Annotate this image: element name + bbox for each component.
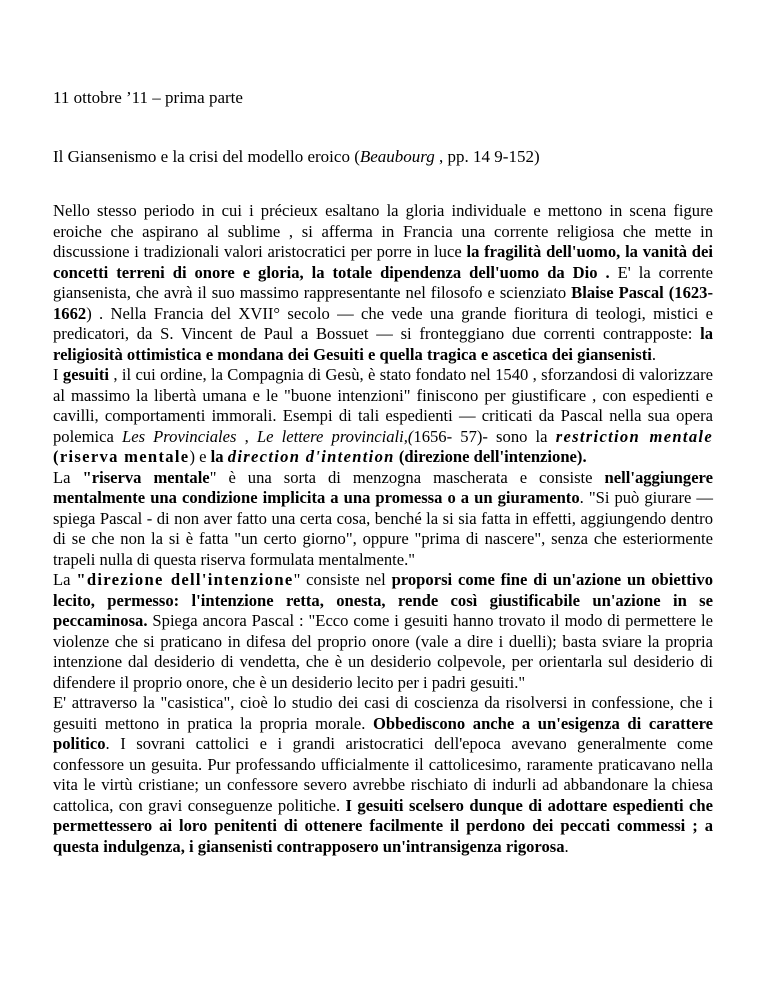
text-run: ) e xyxy=(189,447,211,466)
italic-run: Les Provinciales xyxy=(121,426,237,446)
text-run: . "Si può giurare — spiega Pascal - di non aver fatto una certa cosa, benché la si sia fatta in effetti, aggiungendo dentro di se che non la si è fatta "un certo giorno", oppure "prima di nascere", senza che esteriormente trapeli nulla di questa riserva formulata mentalmente." xyxy=(53,488,713,569)
subtitle-source-title: Beaubourg xyxy=(359,147,435,166)
bold-run: I gesuiti scelsero dunque di adottare espedienti che permettessero ai loro penitenti di ottenere facilmente il perdono dei peccati commessi ; a questa indulgenza, i giansenisti contrapposero un'intransigenza rigorosa xyxy=(53,795,714,856)
bold-run: la xyxy=(210,447,228,466)
text-run: " è una sorta di menzogna mascherata e consiste xyxy=(209,467,605,487)
paragraph-mental-reservation xyxy=(53,468,713,571)
text-run: 1656- 57)- sono la xyxy=(413,426,556,446)
bold-run: (riserva mentale xyxy=(53,447,190,466)
text-run: . xyxy=(651,344,657,364)
text-run: I xyxy=(53,365,63,384)
bold-run: la fragilità dell'uomo, la vanità dei concetti terreni di onore e gloria, la totale dipendenza dell'uomo da Dio . xyxy=(53,242,713,282)
text-run: " consiste nel xyxy=(293,570,392,589)
bold-run: nell'aggiungere mentalmente una condizione implicita a una promessa o a un giuramento xyxy=(53,467,713,507)
text-run: Spiega ancora Pascal : "Ecco come i gesuiti hanno trovato il modo di permettere le violenze che si praticano in difesa del proprio onore (vale a dire i duelli); basta sviare la propria intenzione dal desiderio di vendetta, che è un desiderio colpevole, per orientarla sul desiderio di difendere il proprio onore, che è un desiderio lecito per i padri gesuiti." xyxy=(53,611,713,692)
paragraph-casuistry xyxy=(53,693,713,857)
text-run: . xyxy=(564,836,569,856)
document-body xyxy=(53,201,713,857)
subtitle-text: Il Giansenismo e la crisi del modello eroico ( xyxy=(53,147,360,166)
bold-run: "riserva mentale xyxy=(82,467,210,487)
text-run: E' attraverso la "casistica", cioè lo studio dei casi di coscienza da risolversi in confessione, che i gesuiti mettono in pratica la propria morale. xyxy=(53,693,713,733)
text-run: E' la corrente giansenista, che avrà il suo massimo rappresentante nel filosofo e scienziato xyxy=(53,262,713,302)
text-run: . I sovrani cattolici e i grandi aristocratici dell'epoca avevano generalmente come confessore un gesuita. Pur professando ufficialmente il cattolicesimo, raramente praticavano nella vita le virtù cristiane; un confessore severo avrebbe rischiato di indurli ad abbandonare la chiesa cattolica, con gravi conseguenze politiche. xyxy=(53,734,713,815)
lecture-subtitle xyxy=(53,147,540,167)
bold-run: gesuiti xyxy=(62,365,109,384)
bold-run: Blaise Pascal (1623-1662 xyxy=(53,283,713,323)
paragraph-jesuits xyxy=(53,365,713,468)
header-text: 11 ottobre ’11 – prima parte xyxy=(53,88,243,107)
text-run: La xyxy=(53,467,83,487)
bold-run: proporsi come fine di un'azione un obiettivo lecito, permesso: l'intenzione retta, onesta, rende così giustificabile un'azione in se peccaminosa. xyxy=(53,570,714,630)
bold-run: Obbediscono anche a un'esigenza di carattere politico xyxy=(53,713,714,753)
bold-run: "direzione dell'intenzione xyxy=(76,570,294,589)
lecture-date-header xyxy=(53,88,243,108)
text-run: , il cui ordine, la Compagnia di Gesù, è stato fondato nel 1540 , sforzandosi di valorizzare al massimo la libertà umana e le "buone intenzioni" finiscono per giustificare , con espedienti e cavilli, comportamenti immorali. Esempi di tali espedienti — criticati da Pascal nella sua opera polemica xyxy=(53,365,713,446)
subtitle-pages: , pp. 14 9-152) xyxy=(434,147,540,166)
bold-italic-run: restriction mentale xyxy=(555,426,713,446)
paragraph-direction-of-intention xyxy=(53,570,713,693)
paragraph-jansenism-intro xyxy=(53,201,713,365)
bold-run: la religiosità ottimistica e mondana dei Gesuiti e quella tragica e ascetica dei giansenisti xyxy=(53,324,713,364)
text-run: ) . Nella Francia del XVII° secolo — che vede una grande fioritura di teologi, mistici e predicatori, da S. Vincent de Paul a Bossuet — si fronteggiano due correnti contrapposte: xyxy=(53,303,713,343)
bold-italic-run: direction d'intention xyxy=(227,447,395,466)
text-run: La xyxy=(53,570,77,589)
italic-run: Le lettere provinciali,( xyxy=(256,426,414,446)
bold-run: (direzione dell'intenzione). xyxy=(394,447,587,466)
text-run: Nello stesso periodo in cui i précieux esaltano la gloria individuale e mettono in scena figure eroiche che aspirano al sublime , si afferma in Francia una corrente religiosa che mette in discussione i tradizionali valori aristocratici per porre in luce xyxy=(53,201,713,261)
text-run: , xyxy=(236,426,257,446)
